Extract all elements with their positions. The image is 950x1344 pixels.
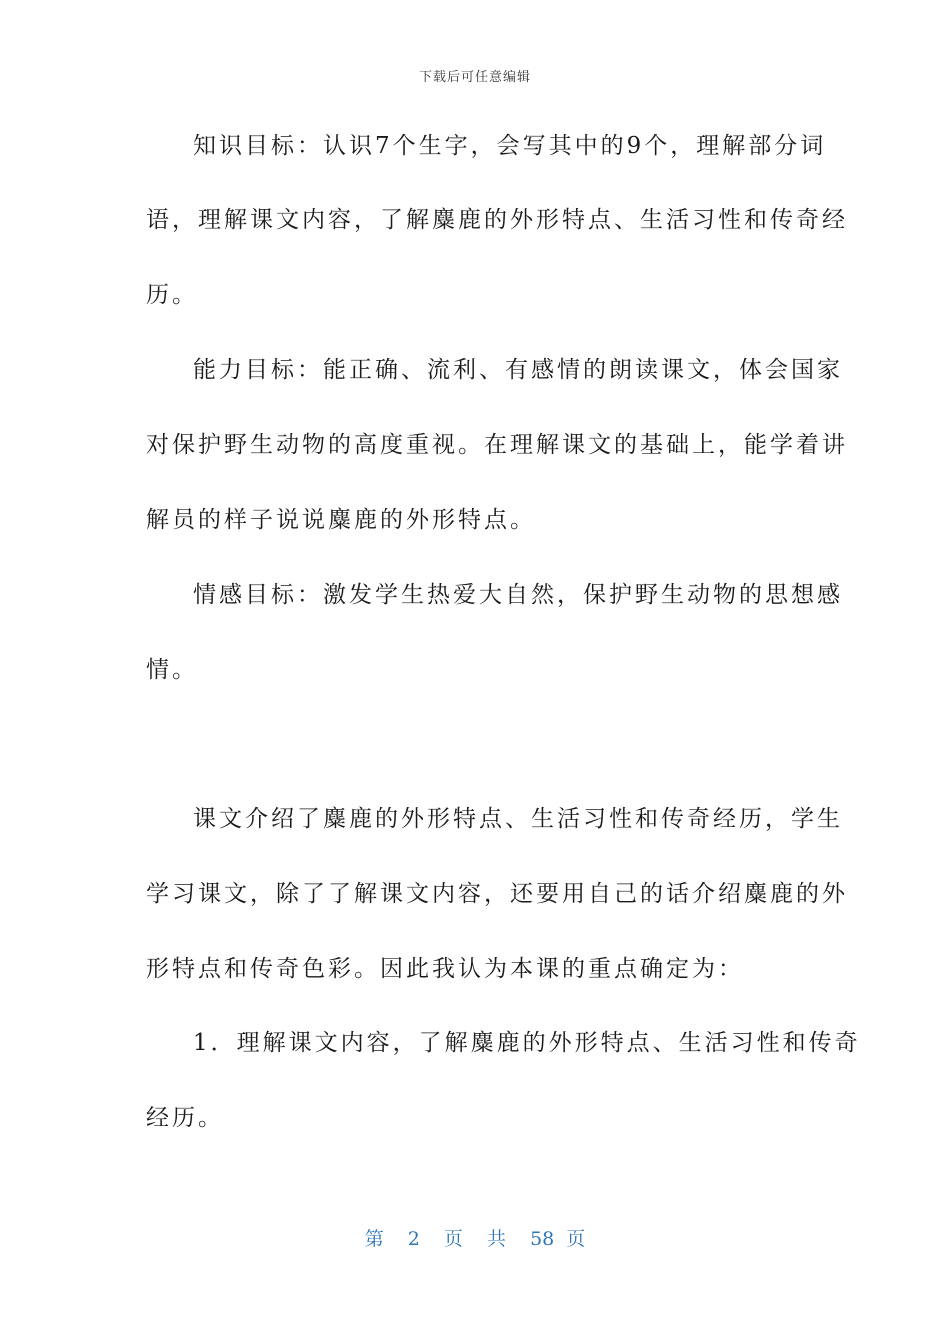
paragraph-line: 知识目标：认识7个生字，会写其中的9个，理解部分词: [193, 133, 827, 159]
paragraph-line: 语，理解课文内容，了解麋鹿的外形特点、生活习性和传奇经: [146, 207, 848, 233]
paragraph-line: 解员的样子说说麋鹿的外形特点。: [146, 507, 536, 533]
paragraph-line: 经历。: [146, 1105, 224, 1131]
paragraph-line: 1．理解课文内容，了解麋鹿的外形特点、生活习性和传奇: [193, 1030, 861, 1056]
paragraph-line: 历。: [146, 282, 198, 308]
paragraph-line: 学习课文，除了了解课文内容，还要用自己的话介绍麋鹿的外: [146, 881, 848, 907]
paragraph-line: 情感目标：激发学生热爱大自然，保护野生动物的思想感: [193, 582, 843, 608]
paragraph-line: 对保护野生动物的高度重视。在理解课文的基础上，能学着讲: [146, 432, 848, 458]
paragraph-line: 课文介绍了麋鹿的外形特点、生活习性和传奇经历，学生: [193, 806, 843, 832]
paragraph-line: 情。: [146, 657, 198, 683]
paragraph-line: 能力目标：能正确、流利、有感情的朗读课文，体会国家: [193, 357, 843, 383]
page-header: 下载后可任意编辑: [418, 70, 531, 85]
paragraph-line: 形特点和传奇色彩。因此我认为本课的重点确定为：: [146, 956, 744, 982]
page-number-footer: 第 2 页 共 58 页: [364, 1228, 586, 1250]
